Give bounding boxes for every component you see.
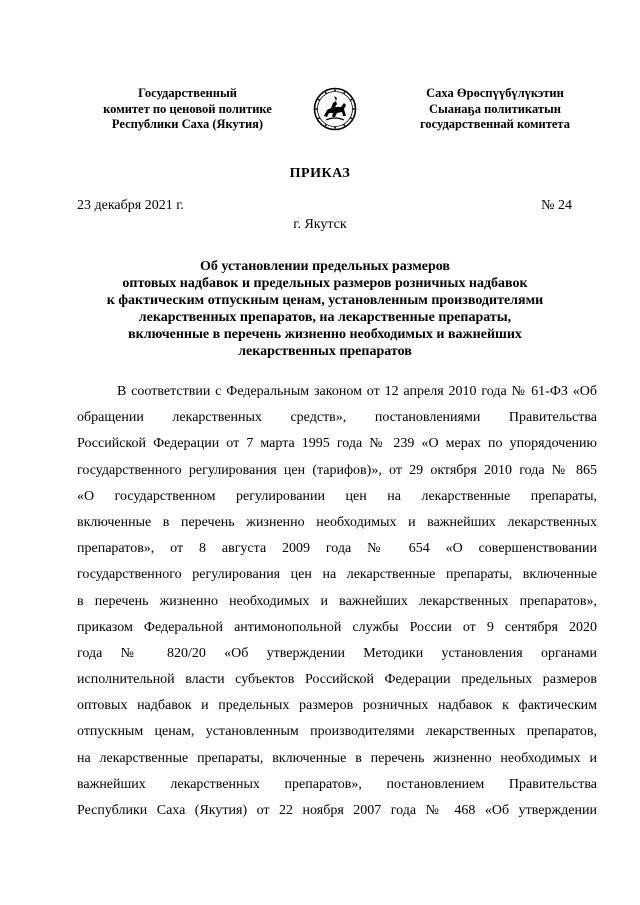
document-title <box>60 258 590 360</box>
body-line: приказом Федеральной антимонопольной службы России от 9 сентября 2020 <box>77 619 597 635</box>
title-line: к фактическим отпускным ценам, установленным производителями <box>106 293 544 308</box>
title-line: оптовых надбавок и предельных размеров розничных надбавок <box>122 276 528 291</box>
title-line: Об установлении предельных размеров <box>200 259 450 274</box>
org-name-russian-line: Республики Саха (Якутия) <box>111 117 264 131</box>
sakha-coat-of-arms-icon <box>313 86 357 132</box>
body-line: В соответствии с Федеральным законом от 12 апреля 2010 года № 61-ФЗ «Об <box>117 384 597 399</box>
document-body <box>77 379 597 824</box>
body-line: в перечень жизненно необходимых и важнейших лекарственных препаратов», <box>77 593 597 609</box>
org-name-russian-line: комитет по ценовой политике <box>103 101 272 116</box>
body-line: Республики Саха (Якутия) от 22 ноября 2007 года № 468 «Об утверждении <box>77 803 597 818</box>
body-line: Российской Федерации от 7 марта 1995 года № 239 «О мерах по упорядочению <box>77 436 597 452</box>
title-line: лекарственных препаратов <box>238 344 412 359</box>
body-line: государственного регулирования цен (тарифов)», от 29 октября 2010 года № 865 <box>77 462 597 478</box>
title-line: лекарственных препаратов, на лекарственные препараты, <box>138 310 512 325</box>
title-line: включенные в перечень жизненно необходимых и важнейших <box>128 327 522 342</box>
body-line: государственного регулирования цен на лекарственные препараты, включенные <box>77 567 597 583</box>
body-line: исполнительной власти субъектов Российской Федерации предельных размеров <box>77 672 597 688</box>
org-name-sakha-line: Саха Өрөспүүбүлүкэтин <box>426 86 564 100</box>
body-line: года № 820/20 «Об утверждении Методики установления органами <box>77 645 597 661</box>
document-city: г. Якутск <box>293 217 347 232</box>
org-name-sakha-line: государственнай комитета <box>420 117 570 131</box>
body-line: обращении лекарственных средств», постановлениями Правительства <box>77 410 597 426</box>
org-name-sakha <box>395 86 595 133</box>
org-name-russian <box>90 86 285 133</box>
body-line: отпускным ценам, установленным производителями лекарственных препаратов, <box>77 724 597 740</box>
body-line: включенные в перечень жизненно необходимых и важнейших лекарственных <box>77 514 597 530</box>
org-name-sakha-line: Сыанаҕа политикатын <box>429 101 561 116</box>
document-date: 23 декабря 2021 г. <box>77 198 184 213</box>
body-line: препаратов», от 8 августа 2009 года № 654 «О совершенствовании <box>77 541 597 557</box>
org-name-russian-line: Государственный <box>138 86 237 100</box>
body-line: оптовых надбавок и предельных размеров розничных надбавок к фактическим <box>77 698 597 714</box>
body-line: «О государственном регулировании цен на лекарственные препараты, <box>77 488 597 504</box>
document-number: № 24 <box>541 198 572 213</box>
body-line: важнейших лекарственных препаратов», постановлением Правительства <box>77 776 597 792</box>
body-line: на лекарственные препараты, включенные в перечень жизненно необходимых и <box>77 750 597 766</box>
letterhead <box>0 86 640 146</box>
document-type: ПРИКАЗ <box>289 166 351 181</box>
